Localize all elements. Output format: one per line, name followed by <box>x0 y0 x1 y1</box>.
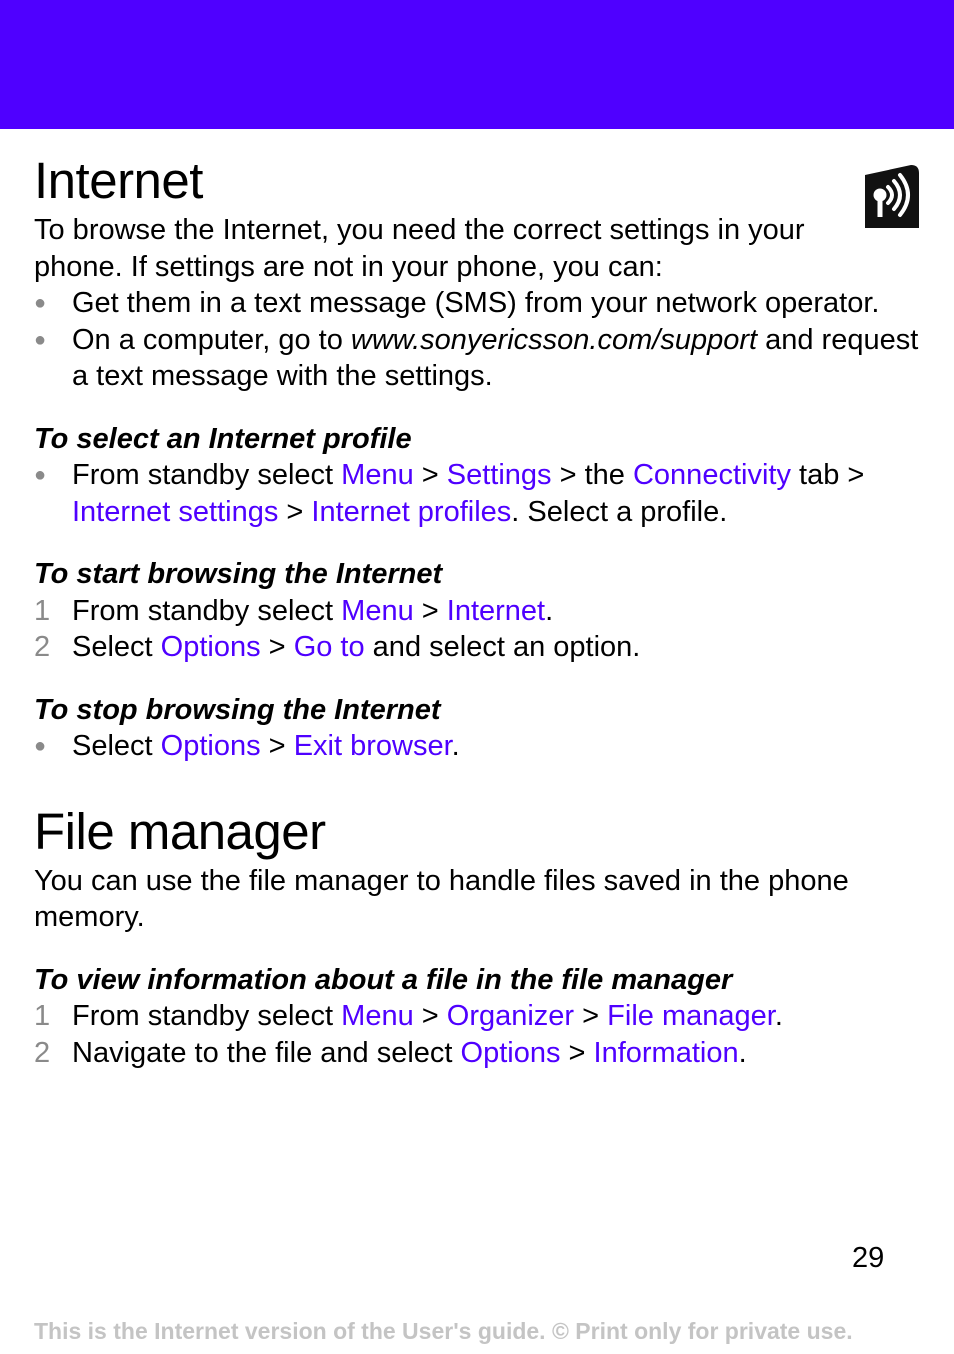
options-link: Options <box>460 1036 561 1069</box>
list-item: 2 Navigate to the file and select Options > Information. <box>34 1036 747 1069</box>
list-item: 1 From standby select Menu > Internet. <box>34 594 554 627</box>
select-profile-heading: To select an Internet profile <box>34 422 412 455</box>
organizer-link: Organizer <box>446 1000 575 1032</box>
settings-link: Settings <box>446 459 552 491</box>
menu-link: Menu <box>341 1000 414 1032</box>
options-link: Options <box>160 631 261 663</box>
internet-settings-link: Internet settings <box>72 495 279 528</box>
menu-link: Menu <box>341 594 414 627</box>
internet-link: Internet <box>446 594 546 627</box>
select-profile-list <box>34 457 920 530</box>
page-number: 29 <box>852 1242 885 1274</box>
go-to-link: Go to <box>293 631 365 663</box>
footer-disclaimer: This is the Internet version of the User's guide. © Print only for private use. <box>34 1318 853 1344</box>
file-manager-intro: You can use the file manager to handle files saved in the phone memory. <box>34 864 849 933</box>
internet-title: Internet <box>34 152 203 209</box>
internet-profiles-link: Internet profiles <box>311 495 512 528</box>
connectivity-link: Connectivity <box>632 459 791 491</box>
list-item: ● From standby select Menu > Settings > the Connectivity tab > Internet settings > Internet profiles. Select a profile. <box>34 459 865 528</box>
information-link: Information <box>593 1036 739 1069</box>
list-item: 2 Select Options > Go to and select an option. <box>34 631 641 663</box>
file-manager-link: File manager <box>607 1000 775 1032</box>
header-bar <box>0 0 954 129</box>
list-item: ● On a computer, go to www.sonyericsson.com/support and request a text message with the settings. <box>34 323 919 392</box>
file-manager-title: File manager <box>34 802 326 860</box>
list-item: ● Select Options > Exit browser. <box>34 730 460 762</box>
menu-link: Menu <box>341 459 414 491</box>
list-item: 1 From standby select Menu > Organizer > File manager. <box>34 1000 783 1032</box>
options-link: Options <box>160 730 261 762</box>
page-content <box>34 150 920 1071</box>
internet-intro: To browse the Internet, you need the correct settings in your phone. If settings are not in your phone, you can: <box>34 214 805 283</box>
exit-browser-link: Exit browser <box>293 730 452 762</box>
stop-browsing-list <box>34 728 920 765</box>
support-url: www.sonyericsson.com/support <box>350 323 758 356</box>
view-info-heading: To view information about a file in the file manager <box>34 963 733 996</box>
start-browsing-heading: To start browsing the Internet <box>34 558 443 590</box>
view-info-steps <box>34 998 920 1071</box>
list-item: ● Get them in a text message (SMS) from your network operator. <box>34 287 880 319</box>
stop-browsing-heading: To stop browsing the Internet <box>34 693 441 726</box>
settings-options-list <box>34 285 920 395</box>
start-browsing-steps <box>34 593 920 666</box>
